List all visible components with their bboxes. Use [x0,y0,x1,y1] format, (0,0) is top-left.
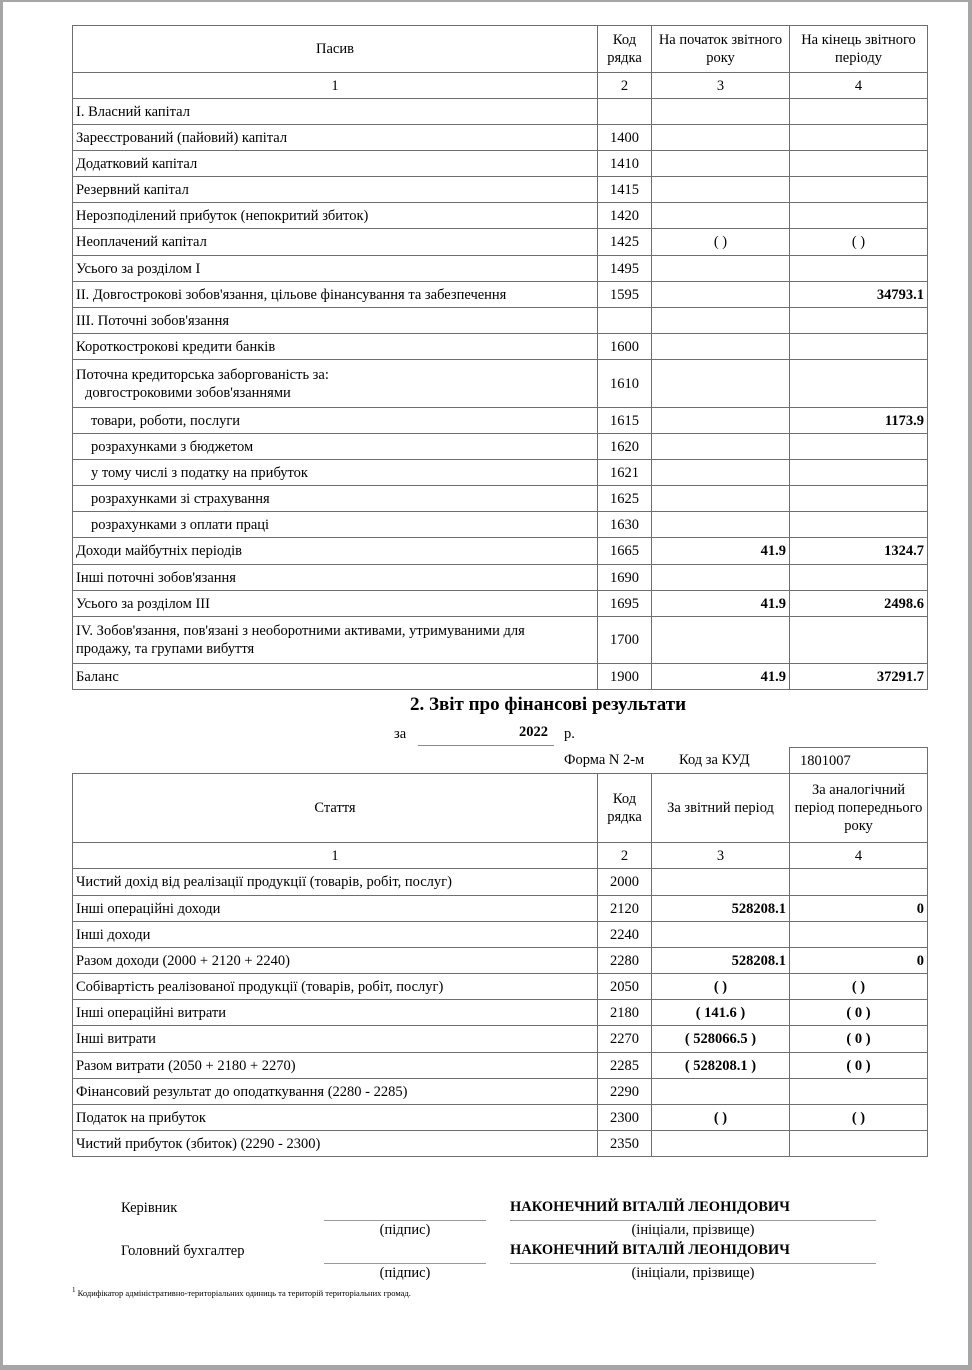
row-end-value [790,151,928,177]
director-signature-caption: (підпис) [379,1222,431,1238]
row-label: Інші операційні доходи [73,896,598,922]
row-end-value: ( ) [790,229,928,256]
row-label-line1: Поточна кредиторська заборгованість за: [76,366,329,383]
table-row [73,1105,928,1131]
row-code: 2350 [598,1131,652,1157]
director-name: НАКОНЕЧНИЙ ВІТАЛІЙ ЛЕОНІДОВИЧ [510,1199,790,1215]
row-code: 1495 [598,256,652,282]
row-label: Усього за розділом I [73,256,598,282]
table-row [73,974,928,1000]
table-row [73,538,928,565]
row-label [73,617,598,664]
table-number-row [73,843,928,869]
row-label: Інші доходи [73,922,598,948]
row-start-value [652,434,790,460]
column-number: 3 [652,843,790,869]
row-previous-value [790,1131,928,1157]
row-end-value [790,434,928,460]
row-label [73,360,598,408]
row-label-line1: IV. Зобов'язання, пов'язані з необоротними активами, утримуваними для [76,623,525,639]
row-previous-value: ( 0 ) [790,1000,928,1026]
row-label: товари, роботи, послуги [73,408,598,434]
header-col-code: Код рядка [598,26,652,73]
table-row [73,617,928,664]
row-start-value [652,203,790,229]
table-row [73,203,928,229]
director-name-line [510,1220,876,1221]
row-label: II. Довгострокові зобов'язання, цільове фінансування та забезпечення [73,282,598,308]
row-end-value: 1324.7 [790,538,928,565]
header-col-item: Стаття [73,774,598,843]
table-row [73,869,928,896]
accountant-signature-line [324,1263,486,1264]
column-number: 1 [73,73,598,99]
row-start-value [652,334,790,360]
row-code: 2300 [598,1105,652,1131]
row-end-value [790,565,928,591]
director-signature-line [324,1220,486,1221]
row-label: розрахунками з оплати праці [73,512,598,538]
row-label: Фінансовий результат до оподаткування (2280 - 2285) [73,1079,598,1105]
row-previous-value: ( ) [790,974,928,1000]
row-previous-value [790,869,928,896]
table-row [73,256,928,282]
row-end-value [790,256,928,282]
row-code: 2270 [598,1026,652,1053]
table-row [73,125,928,151]
row-code: 1625 [598,486,652,512]
accountant-name: НАКОНЕЧНИЙ ВІТАЛІЙ ЛЕОНІДОВИЧ [510,1242,790,1258]
row-current-value [652,1079,790,1105]
row-code: 2050 [598,974,652,1000]
row-current-value: ( 528208.1 ) [652,1053,790,1079]
row-code: 1600 [598,334,652,360]
table-row [73,434,928,460]
row-label: I. Власний капітал [73,99,598,125]
accountant-label: Головний бухгалтер [121,1243,245,1259]
row-end-value [790,617,928,664]
row-code: 1665 [598,538,652,565]
row-current-value: ( 528066.5 ) [652,1026,790,1053]
row-label-line2: довгостроковими зобов'язаннями [85,384,291,401]
row-label: Разом витрати (2050 + 2180 + 2270) [73,1053,598,1079]
row-end-value [790,308,928,334]
column-number: 4 [790,843,928,869]
table-row [73,360,928,408]
column-number: 4 [790,73,928,99]
row-end-value: 37291.7 [790,664,928,690]
row-end-value [790,334,928,360]
row-label: Нерозподілений прибуток (непокритий збиток) [73,203,598,229]
row-current-value: 528208.1 [652,948,790,974]
table-header-row [73,774,928,843]
row-code: 1690 [598,565,652,591]
row-current-value: 528208.1 [652,896,790,922]
row-code: 2120 [598,896,652,922]
row-start-value [652,408,790,434]
table-row [73,591,928,617]
row-previous-value: ( ) [790,1105,928,1131]
accountant-signature-caption: (підпис) [379,1265,431,1281]
row-end-value [790,460,928,486]
row-start-value [652,460,790,486]
row-current-value [652,869,790,896]
row-label: Резервний капітал [73,177,598,203]
column-number: 3 [652,73,790,99]
row-code: 1425 [598,229,652,256]
table-row [73,408,928,434]
row-label: Разом доходи (2000 + 2120 + 2240) [73,948,598,974]
row-code: 2290 [598,1079,652,1105]
table-row [73,151,928,177]
row-label: розрахунками з бюджетом [73,434,598,460]
footnote-marker: 1 [72,1286,76,1294]
row-end-value [790,512,928,538]
row-label: Усього за розділом III [73,591,598,617]
period-suffix: р. [564,726,575,742]
footnote-text: Кодифікатор адміністративно-територіальних одиниць та територій територіальних громад. [77,1287,411,1298]
row-label: III. Поточні зобов'язання [73,308,598,334]
row-code: 2000 [598,869,652,896]
table-row [73,1053,928,1079]
accountant-name-line [510,1263,876,1264]
balance-liabilities-table [72,25,928,690]
row-code: 1700 [598,617,652,664]
row-current-value: ( 141.6 ) [652,1000,790,1026]
row-code: 1695 [598,591,652,617]
table-row [73,334,928,360]
header-col-pasyv: Пасив [73,26,598,73]
row-code: 1410 [598,151,652,177]
row-start-value [652,282,790,308]
row-code: 1595 [598,282,652,308]
row-start-value [652,308,790,334]
header-col-start: На початок звітного року [652,26,790,73]
row-end-value [790,125,928,151]
table-row [73,512,928,538]
row-code [598,308,652,334]
table-row [73,229,928,256]
table-row [73,1000,928,1026]
header-col-current: За звітний період [652,774,790,843]
header-col-code: Код рядка [598,774,652,843]
table-row [73,486,928,512]
row-start-value: 41.9 [652,664,790,690]
row-end-value [790,486,928,512]
row-label: у тому числі з податку на прибуток [73,460,598,486]
row-start-value: ( ) [652,229,790,256]
column-number: 2 [598,843,652,869]
row-start-value: 41.9 [652,538,790,565]
table-row [73,922,928,948]
row-end-value [790,360,928,408]
footnote [72,1286,411,1298]
row-start-value [652,486,790,512]
income-statement-title: 2. Звіт про фінансові результати [409,694,687,715]
table-row [73,308,928,334]
row-label: Доходи майбутніх періодів [73,538,598,565]
row-code: 1630 [598,512,652,538]
row-start-value [652,565,790,591]
row-start-value [652,125,790,151]
table-row [73,99,928,125]
kud-code-value: 1801007 [789,747,928,773]
row-code: 1620 [598,434,652,460]
row-label: Інші операційні витрати [73,1000,598,1026]
row-current-value [652,922,790,948]
row-label: Зареєстрований (пайовий) капітал [73,125,598,151]
row-label: Податок на прибуток [73,1105,598,1131]
row-end-value: 1173.9 [790,408,928,434]
column-number: 2 [598,73,652,99]
row-start-value [652,177,790,203]
row-previous-value: 0 [790,896,928,922]
header-col-end: На кінець звітного періоду [790,26,928,73]
row-end-value [790,177,928,203]
row-label: розрахунками зі страхування [73,486,598,512]
table-row [73,1079,928,1105]
row-end-value: 2498.6 [790,591,928,617]
row-previous-value [790,922,928,948]
period-prefix: за [394,726,407,742]
accountant-name-caption: (ініціали, прізвище) [631,1265,755,1281]
row-code: 2280 [598,948,652,974]
row-current-value: ( ) [652,974,790,1000]
row-code [598,99,652,125]
row-label: Собівартість реалізованої продукції (товарів, робіт, послуг) [73,974,598,1000]
row-start-value [652,99,790,125]
row-code: 1610 [598,360,652,408]
table-row [73,896,928,922]
table-header-row [73,26,928,73]
kud-label: Код за КУД [679,752,750,768]
table-row [73,1026,928,1053]
director-label: Керівник [121,1200,178,1216]
row-start-value: 41.9 [652,591,790,617]
table-row [73,948,928,974]
row-label: Неоплачений капітал [73,229,598,256]
row-start-value [652,360,790,408]
row-previous-value: ( 0 ) [790,1026,928,1053]
row-label: Інші витрати [73,1026,598,1053]
row-end-value [790,203,928,229]
row-end-value [790,99,928,125]
row-label: Додатковий капітал [73,151,598,177]
row-code: 2180 [598,1000,652,1026]
row-start-value [652,256,790,282]
row-start-value [652,151,790,177]
table-row [73,177,928,203]
row-code: 1415 [598,177,652,203]
row-start-value [652,512,790,538]
row-current-value: ( ) [652,1105,790,1131]
row-code: 2285 [598,1053,652,1079]
row-previous-value [790,1079,928,1105]
row-code: 1615 [598,408,652,434]
row-current-value [652,1131,790,1157]
table-number-row [73,73,928,99]
income-statement-table [72,773,928,1157]
row-label: Баланс [73,664,598,690]
form-label: Форма N 2-м [564,752,645,768]
row-code: 2240 [598,922,652,948]
row-end-value: 34793.1 [790,282,928,308]
row-label-line2: продажу, та групами вибуття [76,641,255,657]
column-number: 1 [73,843,598,869]
row-code: 1621 [598,460,652,486]
header-col-previous: За аналогічний період попереднього року [790,774,928,843]
table-row [73,460,928,486]
row-label: Інші поточні зобов'язання [73,565,598,591]
table-row [73,282,928,308]
row-label: Чистий прибуток (збиток) (2290 - 2300) [73,1131,598,1157]
row-code: 1420 [598,203,652,229]
row-code: 1900 [598,664,652,690]
table-row [73,565,928,591]
row-label: Короткострокові кредити банків [73,334,598,360]
row-label: Чистий дохід від реалізації продукції (товарів, робіт, послуг) [73,869,598,896]
row-previous-value: ( 0 ) [790,1053,928,1079]
table-row [73,1131,928,1157]
period-year: 2022 [418,724,554,746]
director-name-caption: (ініціали, прізвище) [631,1222,755,1238]
row-code: 1400 [598,125,652,151]
row-previous-value: 0 [790,948,928,974]
table-row-balance-total [73,664,928,690]
row-start-value [652,617,790,664]
